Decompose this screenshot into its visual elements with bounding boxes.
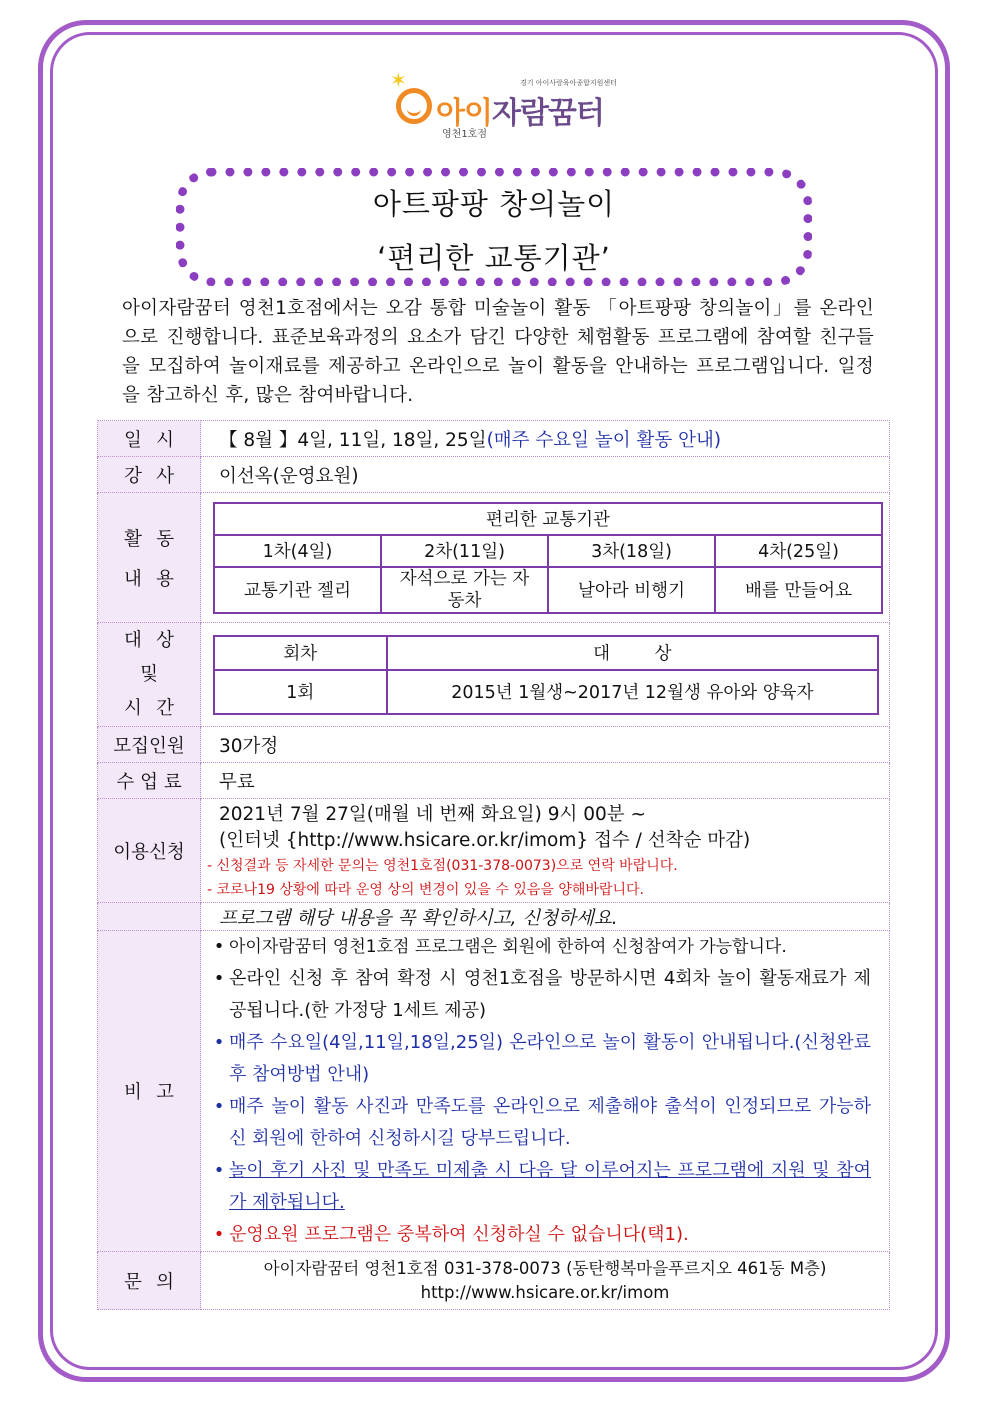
- label-contact: 문 의: [98, 1252, 201, 1310]
- label-activity: 활 동 내 용: [98, 493, 201, 623]
- value-contact: [201, 1252, 890, 1310]
- star-icon: ✶: [390, 68, 407, 92]
- logo-org: 경기 아이사랑육아종합지원센터: [520, 79, 617, 87]
- value-activity: [201, 493, 890, 623]
- row-activity: [98, 493, 890, 623]
- contact-url: http://www.hsicare.or.kr/imom: [420, 1282, 670, 1302]
- smile-face-icon: [396, 88, 432, 124]
- value-target: [201, 623, 890, 727]
- apply-line1: 2021년 7월 27일(매월 네 번째 화요일) 9시 00분 ~: [219, 803, 647, 825]
- activity-header: 편리한 교통기관: [214, 503, 882, 535]
- label-remarks: 비 고: [98, 931, 201, 1252]
- apply-note1: - 신청결과 등 자세한 문의는 영천1호점(031-378-0073)으로 연락 바랍니다.: [207, 857, 678, 874]
- info-table: [97, 420, 890, 1310]
- value-fee: 무료: [201, 763, 890, 799]
- target-col-target: 대 상: [387, 636, 878, 670]
- value-apply: [201, 799, 890, 903]
- logo: [390, 68, 620, 142]
- activity-round: 4차(25일): [715, 535, 882, 567]
- intro-paragraph: 아이자람꿈터 영천1호점에서는 오감 통합 미술놀이 활동 「아트팡팡 창의놀이」를 온라인으로 진행합니다. 표준보육과정의 요소가 담긴 다양한 체험활동 프로그램에 참여할 친구들을 모집하여 놀이재료를 제공하고 온라인으로 놀이 활동을 안내하는 프로그램입니다. 일정을 참고하신 후, 많은 참여바랍니다.: [122, 298, 874, 406]
- remark-item: • 놀이 후기 사진 및 만족도 미제출 시 다음 달 이루어지는 프로그램에 지원 및 참여가 제한됩니다.: [213, 1160, 871, 1213]
- row-notice: [98, 903, 890, 931]
- row-apply: [98, 799, 890, 903]
- schedule-dates: 【 8월 】4일, 11일, 18일, 25일: [219, 429, 487, 451]
- activity-round: 2차(11일): [381, 535, 548, 567]
- title-line2: ‘편리한 교통기관’: [377, 241, 611, 275]
- target-value: 2015년 1월생~2017년 12월생 유아와 양육자: [387, 670, 878, 714]
- row-remarks: [98, 931, 890, 1252]
- activity-round: 3차(18일): [548, 535, 715, 567]
- label-capacity: 모집인원: [98, 727, 201, 763]
- target-round: 1회: [214, 670, 387, 714]
- row-target: [98, 623, 890, 727]
- value-instructor: 이선옥(운영요원): [201, 457, 890, 493]
- remark-item: • 매주 놀이 활동 사진과 만족도를 온라인으로 제출해야 출석이 인정되므로 가능하신 회원에 한하여 신청하시길 당부드립니다.: [213, 1096, 871, 1149]
- label-fee: 수 업 료: [98, 763, 201, 799]
- target-table: [213, 635, 879, 715]
- activity-content: 날아라 비행기: [548, 567, 715, 613]
- target-col-round: 회차: [214, 636, 387, 670]
- remark-item: • 운영요원 프로그램은 중복하여 신청하실 수 없습니다(택1).: [213, 1224, 689, 1245]
- logo-name-part2: 자람꿈터: [491, 96, 604, 131]
- remark-item: • 아이자람꿈터 영천1호점 프로그램은 회원에 한하여 신청참여가 가능합니다.: [213, 936, 787, 957]
- apply-line2: (인터넷 {http://www.hsicare.or.kr/imom} 접수 / 선착순 마감): [219, 829, 751, 851]
- logo-name-part1: 아이: [436, 96, 492, 131]
- activity-content: 배를 만들어요: [715, 567, 882, 613]
- label-apply: 이용신청: [98, 799, 201, 903]
- activity-content: 자석으로 가는 자동차: [381, 567, 548, 613]
- remark-item: • 매주 수요일(4일,11일,18일,25일) 온라인으로 놀이 활동이 안내됩니다.(신청완료 후 참여방법 안내): [213, 1032, 871, 1085]
- label-instructor: 강 사: [98, 457, 201, 493]
- activity-table: [213, 502, 883, 614]
- row-capacity: [98, 727, 890, 763]
- row-instructor: [98, 457, 890, 493]
- row-contact: [98, 1252, 890, 1310]
- row-schedule: [98, 421, 890, 457]
- label-target: 대 상 및 시 간: [98, 623, 201, 727]
- activity-content: 교통기관 젤리: [214, 567, 381, 613]
- value-capacity: 30가정: [201, 727, 890, 763]
- label-schedule: 일 시: [98, 421, 201, 457]
- schedule-note: (매주 수요일 놀이 활동 안내): [486, 429, 722, 451]
- value-remarks: [201, 931, 890, 1252]
- logo-branch: 영천1호점: [442, 129, 488, 140]
- apply-note2: - 코로나19 상황에 따라 운영 상의 변경이 있을 수 있음을 양해바랍니다.: [207, 881, 644, 898]
- activity-round: 1차(4일): [214, 535, 381, 567]
- title-line1: 아트팡팡 창의놀이: [372, 187, 616, 221]
- value-schedule: [201, 421, 890, 457]
- remark-item: • 온라인 신청 후 참여 확정 시 영천1호점을 방문하시면 4회차 놀이 활동재료가 제공됩니다.(한 가정당 1세트 제공): [213, 968, 871, 1021]
- label-notice: [98, 903, 201, 931]
- row-fee: [98, 763, 890, 799]
- apply-notice: 프로그램 해당 내용을 꼭 확인하시고, 신청하세요.: [201, 903, 890, 931]
- contact-line1: 아이자람꿈터 영천1호점 031-378-0073 (동탄행복마을푸르지오 461동 M층): [263, 1258, 827, 1278]
